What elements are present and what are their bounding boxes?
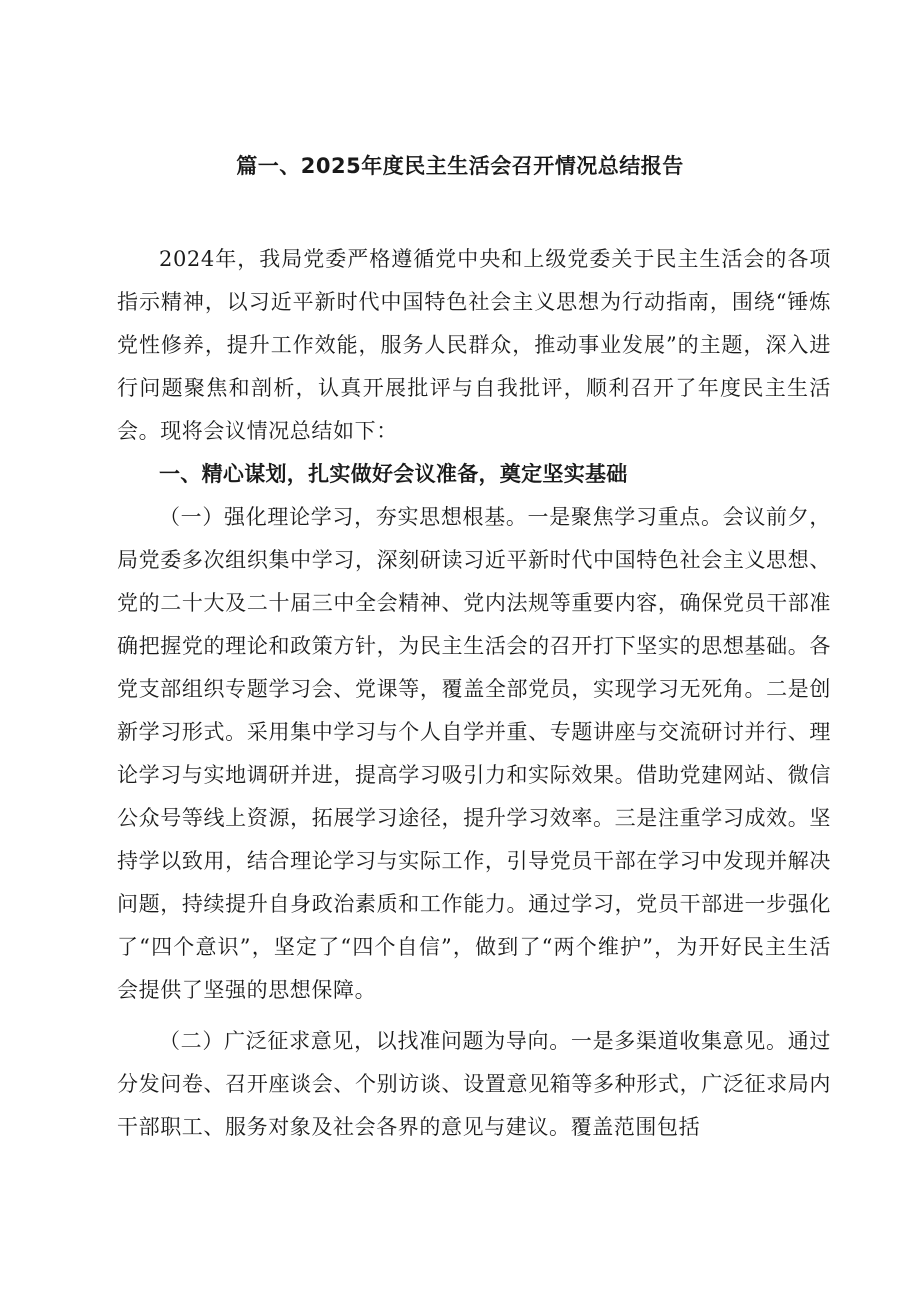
document-title: 篇一、2025年度民主生活会召开情况总结报告: [236, 154, 684, 178]
intro-paragraph: 2024年，我局党委严格遵循党中央和上级党委关于民主生活会的各项指示精神，以习近平新时代中国特色社会主义思想为行动指南，围绕“锤炼党性修养，提升工作效能，服务人民群众，推动事业发展”的主题，深入进行问题聚焦和剖析，认真开展批评与自我批评，顺利召开了年度民主生活会。现将会议情况总结如下：: [117, 247, 831, 443]
subsection-2-paragraph: （二）广泛征求意见，以找准问题为导向。一是多渠道收集意见。通过分发问卷、召开座谈会、个别访谈、设置意见箱等多种形式，广泛征求局内干部职工、服务对象及社会各界的意见与建议。覆盖范围包括: [117, 1029, 831, 1139]
subsection-1-paragraph: （一）强化理论学习，夯实思想根基。一是聚焦学习重点。会议前夕，局党委多次组织集中学习，深刻研读习近平新时代中国特色社会主义思想、党的二十大及二十届三中全会精神、党内法规等重要内容，确保党员干部准确把握党的理论和政策方针，为民主生活会的召开打下坚实的思想基础。各党支部组织专题学习会、党课等，覆盖全部党员，实现学习无死角。二是创新学习形式。采用集中学习与个人自学并重、专题讲座与交流研讨并行、理论学习与实地调研并进，提高学习吸引力和实际效果。借助党建网站、微信公众号等线上资源，拓展学习途径，提升学习效率。三是注重学习成效。坚持学以致用，结合理论学习与实际工作，引导党员干部在学习中发现并解决问题，持续提升自身政治素质和工作能力。通过学习，党员干部进一步强化了“四个意识”，坚定了“四个自信”，做到了“两个维护”，为开好民主生活会提供了坚强的思想保障。: [117, 505, 831, 1002]
document-body: [117, 238, 831, 1149]
paragraph-gap: [117, 1012, 831, 1020]
section-heading-1: 一、精心谋划，扎实做好会议准备，奠定坚实基础: [159, 462, 628, 486]
